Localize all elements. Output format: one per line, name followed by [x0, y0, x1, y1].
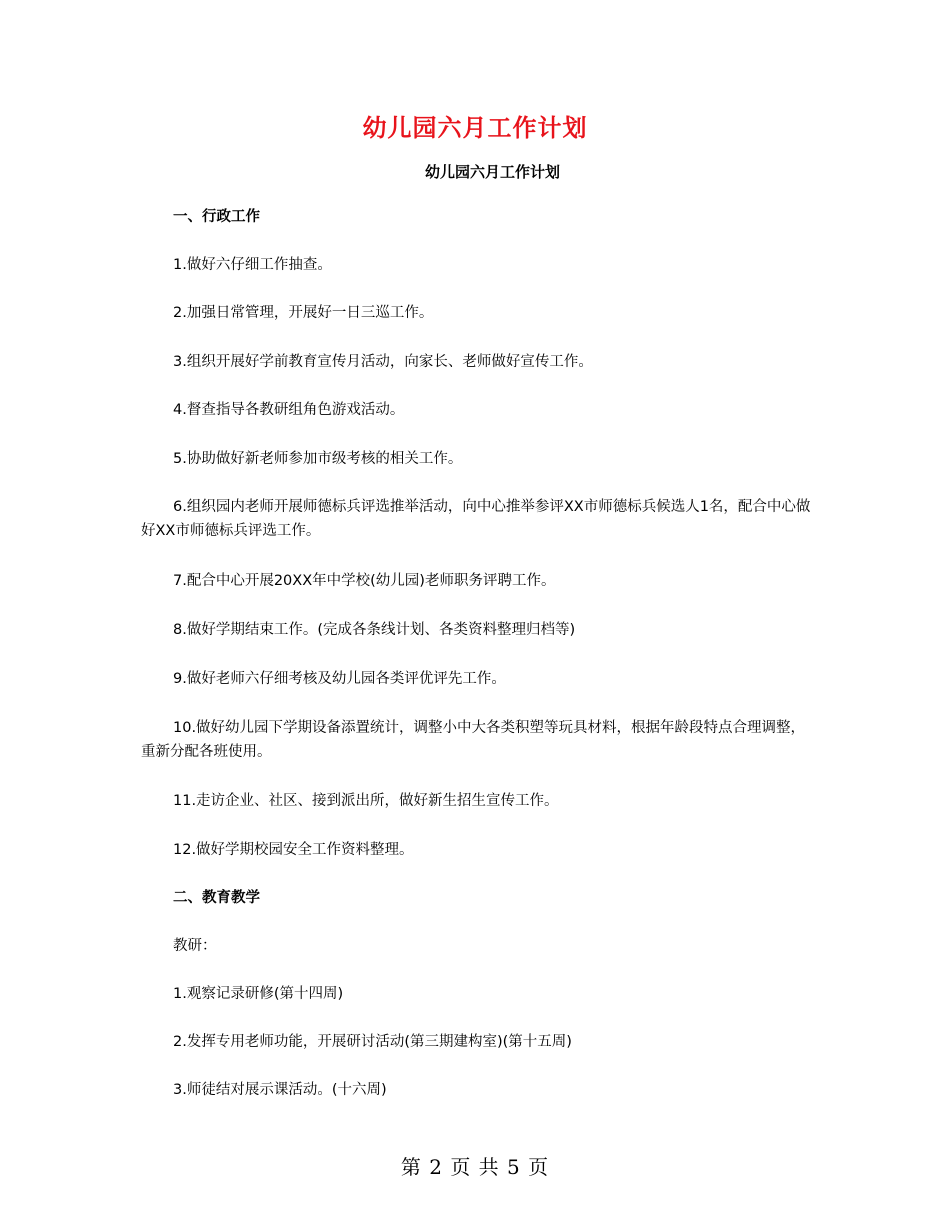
list-item: 4.督查指导各教研组角色游戏活动。	[173, 402, 405, 418]
section-heading-administration: 一、行政工作	[173, 209, 260, 225]
document-title: 幼儿园六月工作计划	[362, 114, 588, 142]
list-item: 5.协助做好新老师参加市级考核的相关工作。	[173, 451, 463, 467]
list-item: 11.走访企业、社区、接到派出所，做好新生招生宣传工作。	[173, 793, 559, 809]
list-item: 8.做好学期结束工作。(完成各条线计划、各类资料整理归档等)	[173, 622, 576, 638]
section-heading-teaching: 二、教育教学	[173, 890, 260, 906]
list-item: 3.师徒结对展示课活动。(十六周)	[173, 1082, 387, 1098]
list-item: 2.发挥专用老师功能，开展研讨活动(第三期建构室)(第十五周)	[173, 1034, 572, 1050]
page-indicator: 第 2 页 共 5 页	[400, 1155, 550, 1179]
document-subtitle: 幼儿园六月工作计划	[424, 163, 560, 181]
section-label-research: 教研：	[173, 938, 217, 954]
list-item: 1.观察记录研修(第十四周)	[173, 986, 344, 1002]
list-item: 3.组织开展好学前教育宣传月活动，向家长、老师做好宣传工作。	[173, 354, 593, 370]
list-item: 7.配合中心开展20XX年中学校(幼儿园)老师职务评聘工作。	[173, 573, 556, 589]
list-item: 9.做好老师六仔细考核及幼儿园各类评优评先工作。	[173, 671, 506, 687]
list-item: 6.组织园内老师开展师德标兵评选推举活动，向中心推举参评XX市师德标兵候选人1名，配合中心做好XX市师德标兵评选工作。	[141, 499, 811, 539]
list-item: 10.做好幼儿园下学期设备添置统计，调整小中大各类积塑等玩具材料，根据年龄段特点合理调整，重新分配各班使用。	[141, 720, 806, 760]
list-item: 2.加强日常管理，开展好一日三巡工作。	[173, 305, 434, 321]
list-item: 1.做好六仔细工作抽查。	[173, 257, 332, 273]
list-item: 12.做好学期校园安全工作资料整理。	[173, 842, 414, 858]
